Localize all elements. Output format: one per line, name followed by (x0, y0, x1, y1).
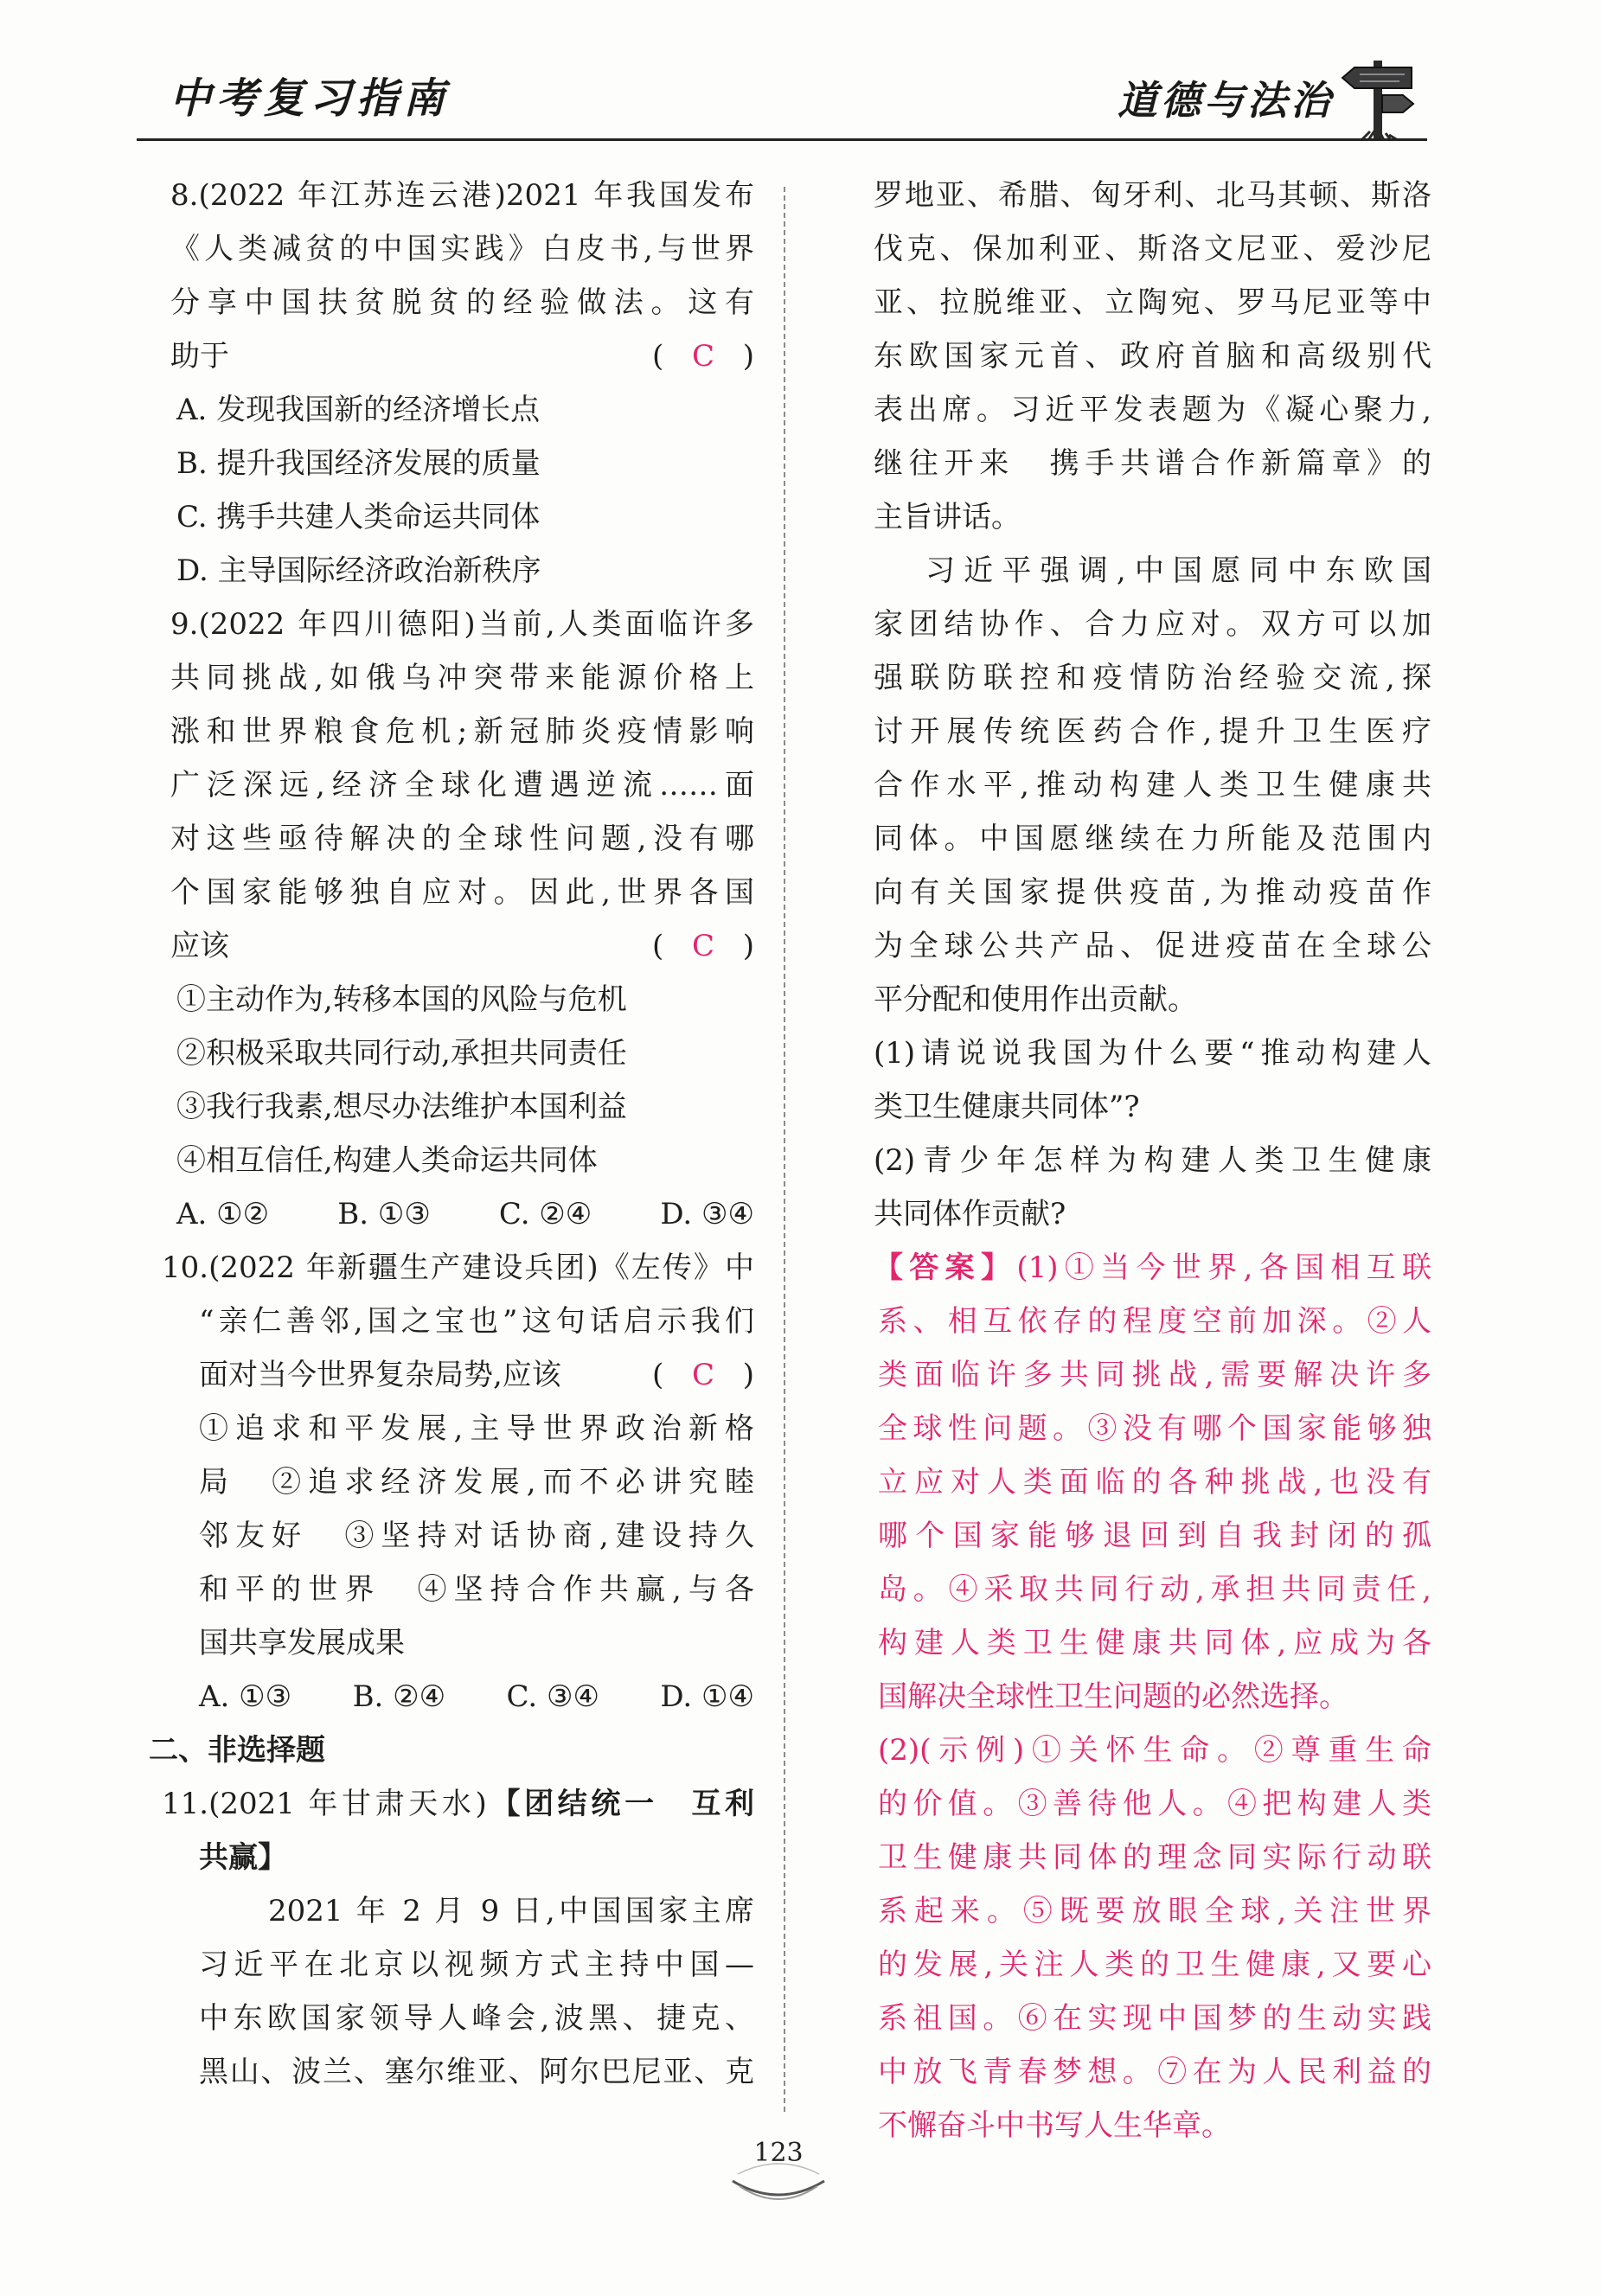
book-title: 中考复习指南 (170, 74, 451, 123)
q11-material-line: 向有关国家提供疫苗,为推动疫苗作 (874, 875, 1431, 910)
q11-material-line: 罗地亚、希腊、匈牙利、北马其顿、斯洛 (874, 178, 1431, 213)
right-column (869, 169, 1431, 2152)
answer-text: (1)①当今世界,各国相互联 (1016, 1250, 1432, 1285)
answer-line: 不懈奋斗中书写人生华章。 (878, 2108, 1231, 2143)
q11-material-line: 习近平在北京以视频方式主持中国— (199, 1947, 754, 1982)
answer-line: 哪个国家能够退回到自我封闭的孤 (878, 1519, 1431, 1553)
q11-subquestion-line: 共同体作贡献? (874, 1197, 1066, 1231)
q11-material-line: 表出席。习近平发表题为《凝心聚力, (874, 393, 1431, 427)
subject-title: 道德与法治 (1117, 77, 1334, 124)
q9-answer: C (691, 929, 714, 963)
q11-material-line: 黑山、波兰、塞尔维亚、阿尔巴尼亚、克 (199, 2055, 754, 2089)
q11-material-line: 讨开展传统医药合作,提升卫生医疗 (874, 714, 1431, 749)
q10-statement: 邻友好 ③坚持对话协商,建设持久 (199, 1519, 754, 1553)
q11-material-line: 2021 年 2 月 9 日,中国国家主席 (268, 1894, 754, 1928)
q9-statement: ③我行我素,想尽办法维护本国利益 (176, 1090, 627, 1124)
q9-choices (176, 1187, 754, 1241)
answer-line: 国解决全球性卫生问题的必然选择。 (878, 1679, 1348, 1714)
q11-material-line: 同体。中国愿继续在力所能及范围内 (874, 822, 1431, 856)
q9-statement: ②积极采取共同行动,承担共同责任 (176, 1036, 627, 1071)
q8-stem-line: 分享中国扶贫脱贫的经验做法。这有 (170, 285, 754, 320)
q9-choice: D. ③④ (660, 1197, 754, 1231)
q11-subquestion-line: 类卫生健康共同体”? (874, 1090, 1140, 1124)
q10-choice: D. ①④ (660, 1679, 754, 1714)
answer-line: 卫生健康共同体的理念同实际行动联 (878, 1840, 1431, 1875)
q8-answer: C (691, 339, 714, 374)
answer-line: 类面临许多共同挑战,需要解决许多 (878, 1358, 1431, 1392)
q11-heading (162, 1777, 754, 1831)
q9-stem-line: 对这些亟待解决的全球性问题,没有哪 (170, 822, 754, 856)
q10-stem-line: 面对当今世界复杂局势,应该 (199, 1358, 561, 1392)
q8-option: A. 发现我国新的经济增长点 (176, 393, 541, 427)
column-divider (784, 187, 785, 2112)
q9-stem-line: 个国家能够独自应对。因此,世界各国 (170, 875, 754, 910)
answer-paren-close: ) (742, 929, 754, 963)
q8-option: B. 提升我国经济发展的质量 (176, 446, 541, 481)
q10-answer-bracket (652, 1348, 754, 1402)
q11-material-line: 东欧国家元首、政府首脑和高级别代 (874, 339, 1431, 374)
left-column (147, 169, 754, 2099)
q11-material-line: 合作水平,推动构建人类卫生健康共 (874, 768, 1431, 803)
q11-material-line: 习近平强调,中国愿同中东欧国 (925, 553, 1431, 588)
signpost-icon (1339, 57, 1418, 144)
q8-stem-line: 助于 (170, 339, 229, 374)
section-title: 二、非选择题 (149, 1733, 325, 1768)
q8-answer-bracket (652, 329, 754, 383)
q9-stem-line: 9.(2022 年四川德阳)当前,人类面临许多 (170, 607, 754, 642)
q10-statement: 局 ②追求经济发展,而不必讲究睦 (199, 1465, 754, 1500)
q10-statement: 和平的世界 ④坚持合作共赢,与各 (199, 1572, 754, 1607)
q9-choice: B. ①③ (337, 1197, 431, 1231)
q11-material-line: 平分配和使用作出贡献。 (874, 982, 1197, 1017)
q9-stem-line: 涨和世界粮食危机;新冠肺炎疫情影响 (170, 714, 754, 749)
q8-stem-answer-line (170, 329, 754, 383)
q10-choice: B. ②④ (352, 1679, 446, 1714)
q11-material-line: 家团结协作、合力应对。双方可以加 (874, 607, 1431, 642)
q11-material-line: 为全球公共产品、促进疫苗在全球公 (874, 929, 1431, 963)
page-number: 123 (753, 2138, 804, 2168)
q11-source: 11.(2021 年甘肃天水) (162, 1787, 487, 1821)
q11-theme: 【团结统一 互利 (486, 1787, 755, 1821)
q11-material-line: 强联防联控和疫情防治经验交流,探 (874, 661, 1431, 695)
answer-line: 系、相互依存的程度空前加深。②人 (878, 1304, 1431, 1339)
q10-statement: 国共享发展成果 (199, 1626, 405, 1660)
answer-line: 的发展,关注人类的卫生健康,又要心 (878, 1947, 1431, 1982)
q10-answer: C (691, 1358, 714, 1392)
q10-stem-answer-line (199, 1348, 754, 1402)
q9-stem-line: 应该 (170, 929, 229, 963)
q10-stem-line: “亲仁善邻,国之宝也”这句话启示我们 (199, 1304, 754, 1339)
q11-subquestion-line: (2)青少年怎样为构建人类卫生健康 (874, 1143, 1431, 1178)
answer-paren-open: ( (652, 339, 664, 374)
q9-choice: A. ①② (176, 1197, 270, 1231)
answer-line: 系起来。⑤既要放眼全球,关注世界 (878, 1894, 1431, 1928)
q9-choice: C. ②④ (498, 1197, 592, 1231)
q8-option: C. 携手共建人类命运共同体 (176, 500, 541, 534)
answer-line (874, 1241, 1431, 1295)
header-rule (137, 138, 1427, 141)
q11-heading (199, 1831, 754, 1884)
answer-paren-close: ) (742, 339, 754, 374)
answer-line: 中放飞青春梦想。⑦在为人民利益的 (878, 2055, 1431, 2089)
q9-statement: ④相互信任,构建人类命运共同体 (176, 1143, 598, 1178)
q11-material-line: 主旨讲话。 (874, 500, 1021, 534)
answer-paren-close: ) (742, 1358, 754, 1392)
q8-stem-line: 8.(2022 年江苏连云港)2021 年我国发布 (170, 178, 754, 213)
answer-line: 岛。④采取共同行动,承担共同责任, (878, 1572, 1431, 1607)
q8-option: D. 主导国际经济政治新秩序 (176, 553, 541, 588)
answer-line: 立应对人类面临的各种挑战,也没有 (878, 1465, 1431, 1500)
answer-paren-open: ( (652, 1358, 664, 1392)
q11-material-line: 伐克、保加利亚、斯洛文尼亚、爱沙尼 (874, 232, 1431, 266)
q9-stem-line: 广泛深远,经济全球化遭遇逆流……面 (170, 768, 754, 803)
q9-stem-answer-line (170, 919, 754, 973)
q9-stem-line: 共同挑战,如俄乌冲突带来能源价格上 (170, 661, 754, 695)
q11-material-line: 继往开来 携手共谱合作新篇章》的 (874, 446, 1431, 481)
q9-statement: ①主动作为,转移本国的风险与危机 (176, 982, 627, 1017)
answer-line: 的价值。③善待他人。④把构建人类 (878, 1787, 1431, 1821)
q9-answer-bracket (652, 919, 754, 973)
q11-material-line: 中东欧国家领导人峰会,波黑、捷克、 (199, 2001, 754, 2036)
q8-stem-line: 《人类减贫的中国实践》白皮书,与世界 (170, 232, 754, 266)
answer-tag: 【答案】 (874, 1250, 1017, 1285)
q11-material-line: 亚、拉脱维亚、立陶宛、罗马尼亚等中 (874, 285, 1431, 320)
answer-paren-open: ( (652, 929, 664, 963)
q10-stem-line: 10.(2022 年新疆生产建设兵团)《左传》中 (162, 1250, 754, 1285)
q10-choices (199, 1670, 754, 1724)
answer-line: 构建人类卫生健康共同体,应成为各 (878, 1626, 1431, 1660)
answer-line: (2)(示例)①关怀生命。②尊重生命 (878, 1733, 1431, 1768)
answer-line: 全球性问题。③没有哪个国家能够独 (878, 1411, 1431, 1446)
q11-theme: 共赢】 (199, 1840, 287, 1875)
q10-choice: A. ①③ (199, 1679, 292, 1714)
q10-statement: ①追求和平发展,主导世界政治新格 (199, 1411, 754, 1446)
q11-subquestion-line: (1)请说说我国为什么要“推动构建人 (874, 1036, 1431, 1071)
answer-line: 系祖国。⑥在实现中国梦的生动实践 (878, 2001, 1431, 2036)
q10-choice: C. ③④ (506, 1679, 599, 1714)
